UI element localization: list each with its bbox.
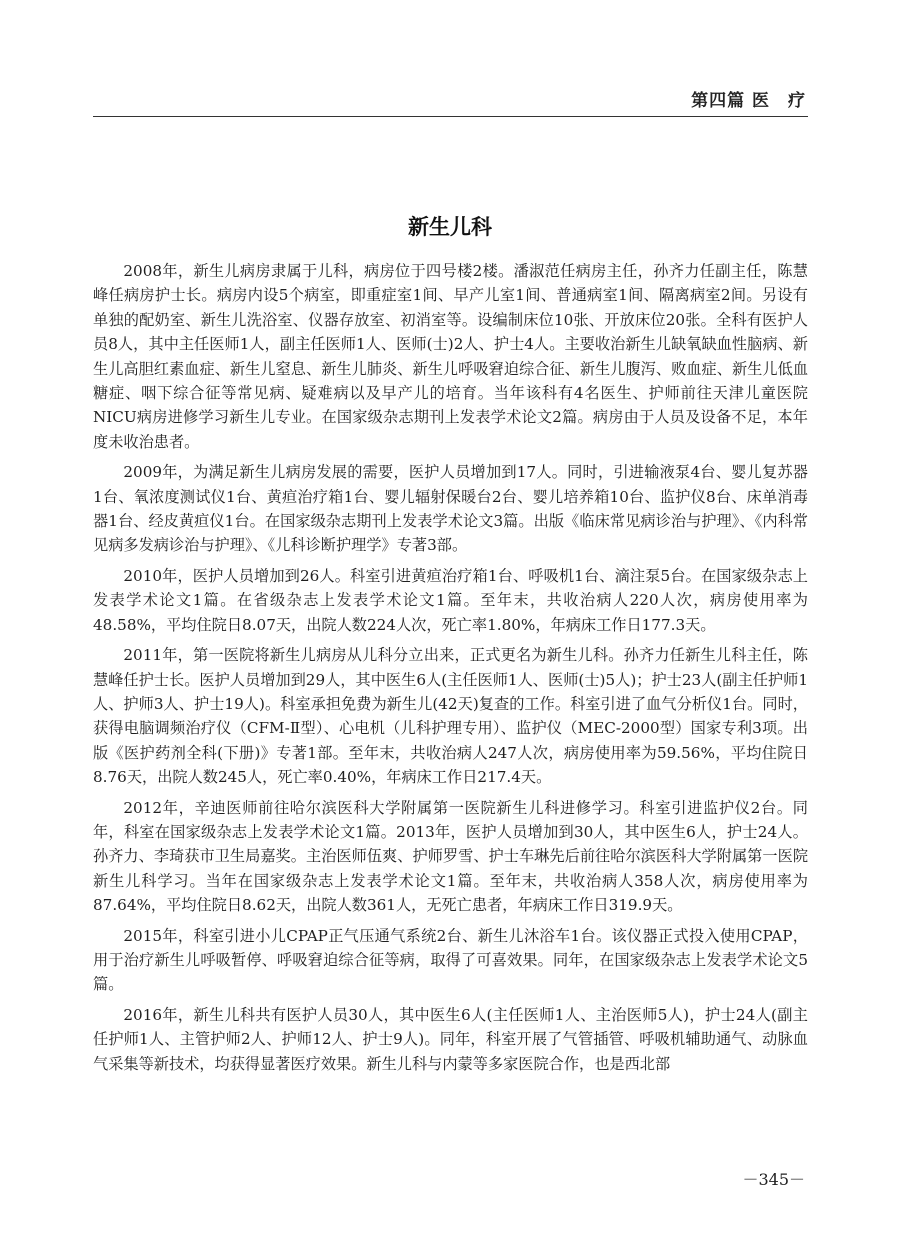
page-number: －345－ <box>742 1170 805 1189</box>
paragraph-2008: 2008年，新生儿病房隶属于儿科，病房位于四号楼2楼。潘淑范任病房主任，孙齐力任副主任，陈慧峰任病房护士长。病房内设5个病室，即重症室1间、早产儿室1间、普通病室1间、隔离病室2间。另设有单独的配奶室、新生儿洗浴室、仪器存放室、初消室等。设编制床位10张、开放床位20张。全科有医护人员8人，其中主任医师1人，副主任医师1人、医师(士)2人、护士4人。主要收治新生儿缺氧缺血性脑病、新生儿高胆红素血症、新生儿窒息、新生儿肺炎、新生儿呼吸窘迫综合征、新生儿腹泻、败血症、新生儿低血糖症、咽下综合征等常见病、疑难病以及早产儿的培育。当年该科有4名医生、护师前往天津儿童医院NICU病房进修学习新生儿专业。在国家级杂志期刊上发表学术论文2篇。病房由于人员及设备不足，本年度未收治患者。 <box>93 262 808 451</box>
section-title: 新生儿科 <box>408 215 492 240</box>
paragraph-2011: 2011年，第一医院将新生儿病房从儿科分立出来，正式更名为新生儿科。孙齐力任新生儿科主任，陈慧峰任护士长。医护人员增加到29人，其中医生6人(主任医师1人、医师(士)5人)；护士23人(副主任护师1人、护师3人、护士19人)。科室承担免费为新生儿(42天)复查的工作。科室引进了血气分析仪1台。同时，获得电脑调频治疗仪（CFM-Ⅱ型）、心电机（儿科护理专用）、监护仪（MEC-2000型）国家专利3项。出版《医护药剂全科(下册)》专著1部。至年末，共收治病人247人次，病房使用率为59.56%，平均住院日8.76天，出院人数245人，死亡率0.40%，年病床工作日217.4天。 <box>93 646 808 787</box>
paragraph-2015: 2015年，科室引进小儿CPAP正气压通气系统2台、新生儿沐浴车1台。该仪器正式投入使用CPAP，用于治疗新生儿呼吸暂停、呼吸窘迫综合征等病，取得了可喜效果。同年，在国家级杂志上发表学术论文5篇。 <box>93 926 808 994</box>
paragraph-2012: 2012年，辛迪医师前往哈尔滨医科大学附属第一医院新生儿科进修学习。科室引进监护仪2台。同年，科室在国家级杂志上发表学术论文1篇。2013年，医护人员增加到30人，其中医生6人，护士24人。孙齐力、李琦获市卫生局嘉奖。主治医师伍爽、护师罗雪、护士车琳先后前往哈尔滨医科大学附属第一医院新生儿科学习。当年在国家级杂志上发表学术论文1篇。至年末，共收治病人358人次，病房使用率为87.64%，平均住院日8.62天，出院人数361人，无死亡患者，年病床工作日319.9天。 <box>93 798 808 915</box>
header-divider <box>93 116 808 117</box>
body-text <box>93 259 808 1082</box>
paragraph-2010: 2010年，医护人员增加到26人。科室引进黄疸治疗箱1台、呼吸机1台、滴注泵5台。在国家级杂志上发表学术论文1篇。在省级杂志上发表学术论文1篇。至年末，共收治病人220人次，病房使用率为48.58%，平均住院日8.07天，出院人数224人次，死亡率1.80%，年病床工作日177.3天。 <box>93 566 808 634</box>
running-header-title: 第四篇 医 疗 <box>691 91 806 111</box>
paragraph-2009: 2009年，为满足新生儿病房发展的需要，医护人员增加到17人。同时，引进输液泵4台、婴儿复苏器1台、氧浓度测试仪1台、黄疸治疗箱1台、婴儿辐射保暖台2台、婴儿培养箱10台、监护仪8台、床单消毒器1台、经皮黄疸仪1台。在国家级杂志期刊上发表学术论文3篇。出版《临床常见病诊治与护理》、《内科常见病多发病诊治与护理》、《儿科诊断护理学》专著3部。 <box>93 463 808 555</box>
paragraph-2016: 2016年，新生儿科共有医护人员30人，其中医生6人(主任医师1人、主治医师5人)，护士24人(副主任护师1人、主管护师2人、护师12人、护士9人)。同年，科室开展了气管插管、呼吸机辅助通气、动脉血气采集等新技术，均获得显著医疗效果。新生儿科与内蒙等多家医院合作，也是西北部 <box>93 1005 808 1073</box>
